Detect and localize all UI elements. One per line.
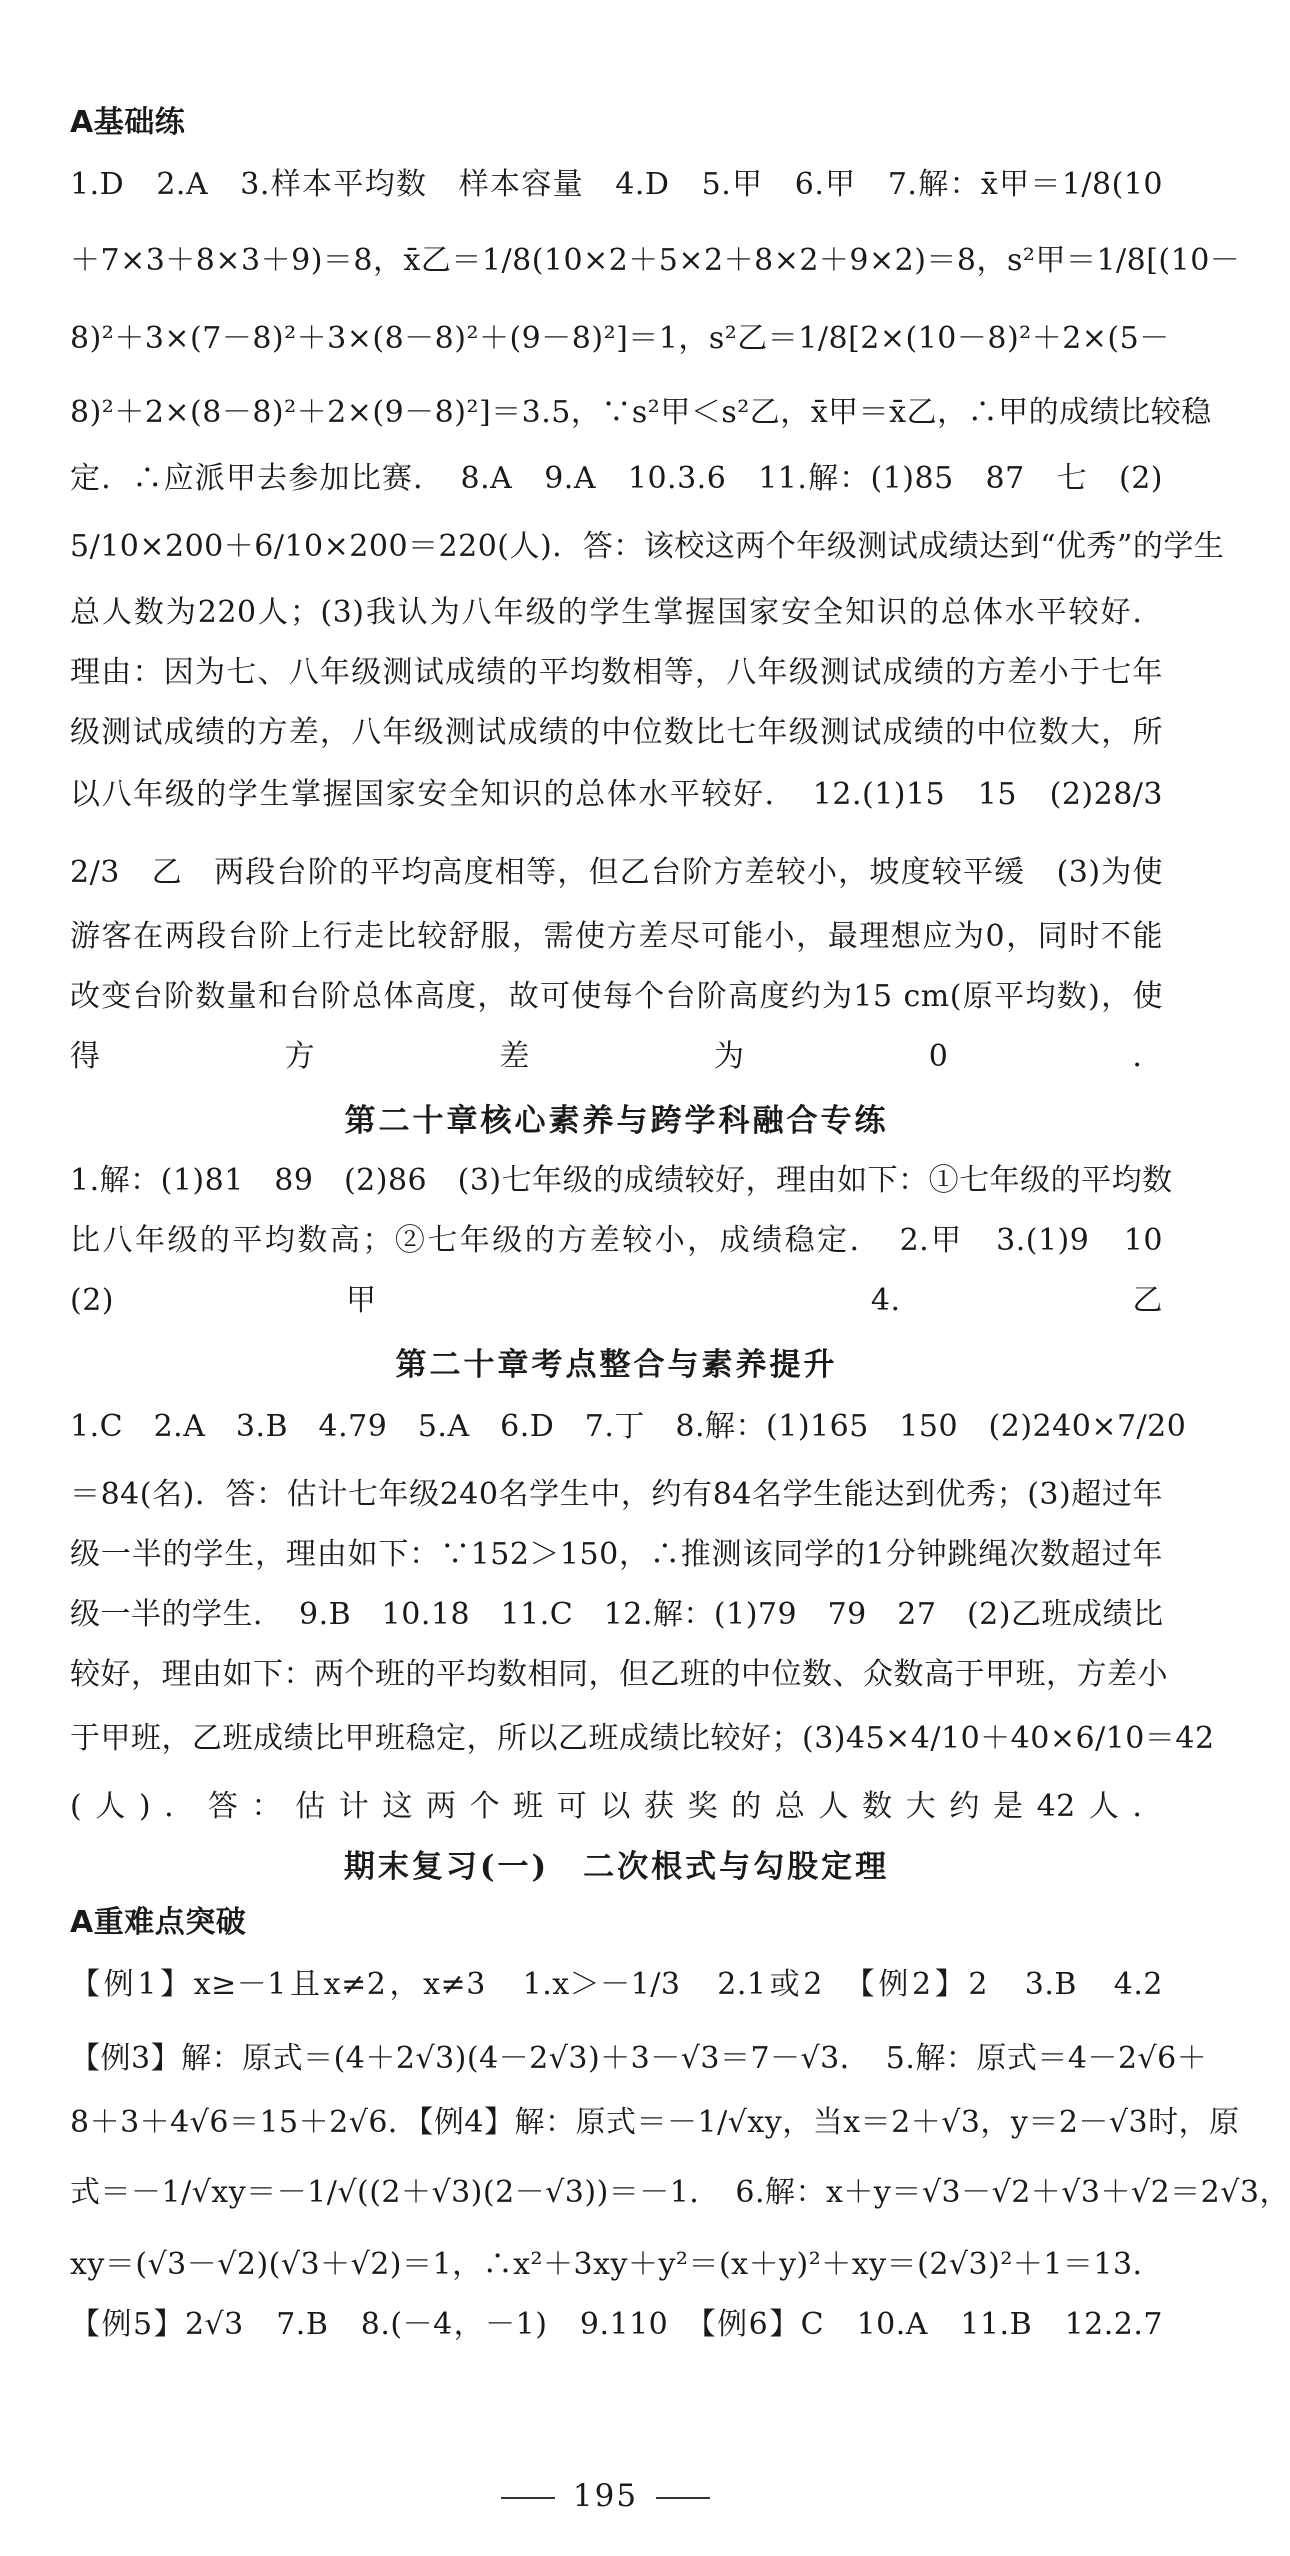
text-line: xy＝(√3－√2)(√3＋√2)＝1，∴x²＋3xy＋y²＝(x＋y)²＋xy＝(2√3)²＋1＝13． bbox=[70, 2247, 1164, 2282]
text-line: 8)²＋3×(7－8)²＋3×(8－8)²＋(9－8)²]＝1，s²乙＝1/8[2×(10－8)²＋2×(5－ bbox=[70, 321, 1170, 356]
text-line: (2)甲 4.乙 bbox=[70, 1283, 1163, 1318]
text-line: 理由：因为七、八年级测试成绩的平均数相等，八年级测试成绩的方差小于七年 bbox=[70, 655, 1163, 690]
text-line: ＝84(名)．答：估计七年级240名学生中，约有84名学生能达到优秀；(3)超过年 bbox=[70, 1477, 1163, 1512]
section-title: 期末复习(一) 二次根式与勾股定理 bbox=[343, 1849, 890, 1885]
text-line: 得方差为0． bbox=[70, 1039, 1163, 1074]
text-line: 于甲班，乙班成绩比甲班稳定，所以乙班成绩比较好；(3)45×4/10＋40×6/10＝42 bbox=[70, 1721, 1215, 1756]
section-subhead: A基础练 bbox=[70, 105, 186, 140]
text-line: 1.解：(1)81 89 (2)86 (3)七年级的成绩较好，理由如下：①七年级的平均数 bbox=[70, 1163, 1173, 1198]
section-title: 第二十章考点整合与素养提升 bbox=[395, 1347, 838, 1383]
text-line: 【例1】x≥－1且x≠2，x≠3 1.x＞－1/3 2.1或2 【例2】2 3.B 4.2 bbox=[70, 1967, 1163, 2002]
text-line: (人)．答：估计这两个班可以获奖的总人数大约是42人． bbox=[70, 1789, 1163, 1824]
text-line: 【例5】2√3 7.B 8.(－4，－1) 9.110 【例6】C 10.A 11.B 12.2.7 bbox=[70, 2307, 1163, 2342]
text-line: 8＋3＋4√6＝15＋2√6．【例4】解：原式＝－1/√xy，当x＝2＋√3，y＝2－√3时，原 bbox=[70, 2105, 1240, 2140]
section-subhead: A重难点突破 bbox=[70, 1905, 247, 1940]
text-line: 【例3】解：原式＝(4＋2√3)(4－2√3)＋3－√3＝7－√3． 5.解：原式＝4－2√6＋ bbox=[70, 2041, 1208, 2076]
text-line: 游客在两段台阶上行走比较舒服，需使方差尽可能小，最理想应为0，同时不能 bbox=[70, 919, 1163, 954]
left-dash bbox=[501, 2497, 555, 2499]
text-line: 总人数为220人；(3)我认为八年级的学生掌握国家安全知识的总体水平较好． bbox=[70, 595, 1163, 630]
text-line: 比八年级的平均数高；②七年级的方差较小，成绩稳定． 2.甲 3.(1)9 10 bbox=[70, 1223, 1163, 1258]
text-line: 式＝－1/√xy＝－1/√((2＋√3)(2－√3))＝－1． 6.解：x＋y＝√3－√2＋√3＋√2＝2√3， bbox=[70, 2175, 1290, 2210]
text-line: 改变台阶数量和台阶总体高度，故可使每个台阶高度约为15 cm(原平均数)，使 bbox=[70, 979, 1163, 1014]
text-line: 1.D 2.A 3.样本平均数 样本容量 4.D 5.甲 6.甲 7.解：x̄甲＝1/8(10 bbox=[70, 167, 1163, 202]
page-number: 195 bbox=[0, 2478, 1211, 2514]
section-title: 第二十章核心素养与跨学科融合专练 bbox=[344, 1103, 889, 1139]
text-line: ＋7×3＋8×3＋9)＝8，x̄乙＝1/8(10×2＋5×2＋8×2＋9×2)＝8，s²甲＝1/8[(10－ bbox=[70, 243, 1241, 278]
text-line: 级一半的学生，理由如下：∵152＞150，∴推测该同学的1分钟跳绳次数超过年 bbox=[70, 1537, 1163, 1572]
text-line: 2/3 乙 两段台阶的平均高度相等，但乙台阶方差较小，坡度较平缓 (3)为使 bbox=[70, 855, 1163, 890]
text-line: 1.C 2.A 3.B 4.79 5.A 6.D 7.丁 8.解：(1)165 150 (2)240×7/20 bbox=[70, 1409, 1187, 1444]
text-line: 8)²＋2×(8－8)²＋2×(9－8)²]＝3.5，∵s²甲＜s²乙，x̄甲＝x̄乙，∴甲的成绩比较稳 bbox=[70, 395, 1212, 430]
text-line: 较好，理由如下：两个班的平均数相同，但乙班的中位数、众数高于甲班，方差小 bbox=[70, 1657, 1168, 1692]
text-line: 定．∴应派甲去参加比赛． 8.A 9.A 10.3.6 11.解：(1)85 87 七 (2) bbox=[70, 461, 1163, 496]
text-line: 5/10×200＋6/10×200＝220(人)．答：该校这两个年级测试成绩达到“优秀”的学生 bbox=[70, 529, 1225, 564]
text-line: 以八年级的学生掌握国家安全知识的总体水平较好． 12.(1)15 15 (2)28/3 bbox=[70, 777, 1163, 812]
text-line: 级测试成绩的方差，八年级测试成绩的中位数比七年级测试成绩的中位数大，所 bbox=[70, 715, 1163, 750]
text-line: 级一半的学生． 9.B 10.18 11.C 12.解：(1)79 79 27 (2)乙班成绩比 bbox=[70, 1597, 1164, 1632]
right-dash bbox=[656, 2497, 710, 2499]
